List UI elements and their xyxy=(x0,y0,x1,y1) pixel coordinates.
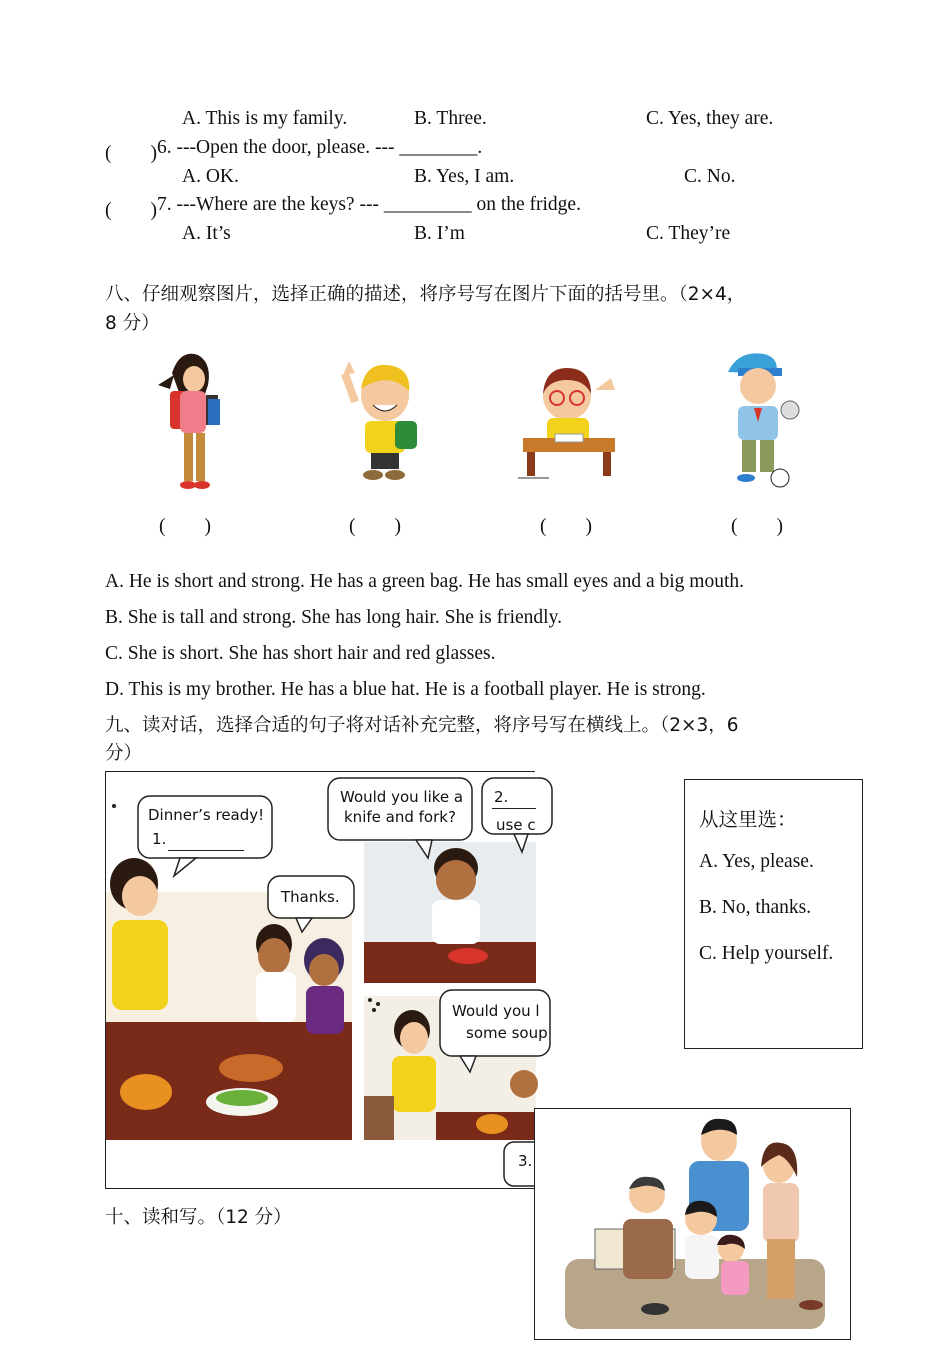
choose-option-c: C. Help yourself. xyxy=(699,943,834,964)
boy-waving-picture xyxy=(335,355,425,485)
bubble-knife-line1: Would you like a xyxy=(340,788,464,806)
q7-option-a: A. It’s xyxy=(182,223,231,244)
picture3-answer-bracket[interactable]: ( ) xyxy=(540,516,592,537)
q5-option-c: C. Yes, they are. xyxy=(646,108,774,129)
q6-answer-bracket[interactable]: ( ) xyxy=(105,143,157,164)
family-picture xyxy=(534,1108,851,1340)
section8-option-d: D. This is my brother. He has a blue hat. He is a football player. He is strong. xyxy=(105,679,706,700)
bubble-blank-1-label: 1. xyxy=(152,830,167,848)
q7-option-c: C. They’re xyxy=(646,223,731,244)
bubble-blank-2-label: 2. xyxy=(494,788,509,806)
picture2-answer-bracket[interactable]: ( ) xyxy=(349,516,401,537)
choose-option-b: B. No, thanks. xyxy=(699,897,812,918)
picture4-answer-bracket[interactable]: ( ) xyxy=(731,516,783,537)
choose-box-title: 从这里选： xyxy=(699,808,797,831)
choose-options-box xyxy=(684,779,863,1049)
section8-option-b: B. She is tall and strong. She has long hair. She is friendly. xyxy=(105,607,562,628)
bubble-blank-3-label: 3. xyxy=(518,1152,533,1170)
bubble-use-cutoff: use c xyxy=(496,816,536,834)
dinner-dialogue-comic xyxy=(105,771,548,1189)
section8-title-cont: 8 分） xyxy=(105,313,160,334)
q6-option-a: A. OK. xyxy=(182,166,239,187)
bubble-soup-line2: some soup xyxy=(466,1024,548,1042)
blank-2-line[interactable] xyxy=(492,808,536,809)
section9-title: 九、读对话，选择合适的句子将对话补充完整，将序号写在横线上。（2×3，6 xyxy=(105,715,739,736)
girl-with-backpack-picture xyxy=(150,345,230,495)
boy-football-player-picture xyxy=(718,350,808,490)
section8-title: 八、仔细观察图片，选择正确的描述，将序号写在图片下面的括号里。（2×4， xyxy=(105,284,746,305)
q6-option-b: B. Yes, I am. xyxy=(414,166,515,187)
speech-bubble-shapes xyxy=(106,772,536,1190)
blank-1-line[interactable] xyxy=(168,850,244,851)
q6-question: 6. ---Open the door, please. --- ________. xyxy=(157,137,483,158)
bubble-thanks: Thanks. xyxy=(281,888,340,906)
bubble-soup-line1: Would you l xyxy=(452,1002,540,1020)
q7-option-b: B. I’m xyxy=(414,223,465,244)
girl-at-desk-picture xyxy=(515,360,625,480)
family-illustration xyxy=(535,1109,852,1341)
section8-option-c: C. She is short. She has short hair and red glasses. xyxy=(105,643,496,664)
q7-question: 7. ---Where are the keys? --- _________ on the fridge. xyxy=(157,194,581,215)
q6-option-c: C. No. xyxy=(684,166,736,187)
section8-option-a: A. He is short and strong. He has a green bag. He has small eyes and a big mouth. xyxy=(105,571,745,592)
q7-answer-bracket[interactable]: ( ) xyxy=(105,200,157,221)
picture1-answer-bracket[interactable]: ( ) xyxy=(159,516,211,537)
choose-option-a: A. Yes, please. xyxy=(699,851,814,872)
section9-title-cont: 分） xyxy=(105,743,143,764)
section10-title: 十、读和写。（12 分） xyxy=(105,1207,292,1228)
q5-option-a: A. This is my family. xyxy=(182,108,348,129)
bubble-knife-line2: knife and fork? xyxy=(344,808,456,826)
q5-option-b: B. Three. xyxy=(414,108,487,129)
bubble-dinner-ready: Dinner’s ready! xyxy=(148,806,265,824)
